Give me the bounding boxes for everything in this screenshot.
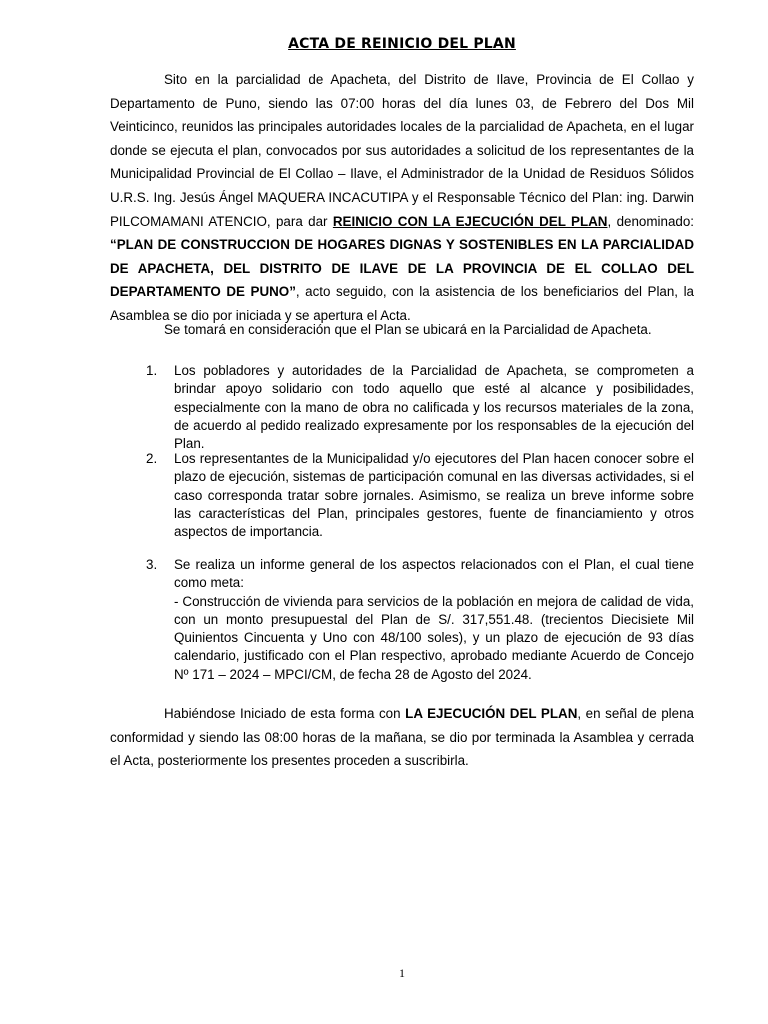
restart-emphasis: REINICIO CON LA EJECUCIÓN DEL PLAN — [332, 213, 608, 229]
item-number: 2. — [146, 451, 158, 466]
closing-intro: Habiéndose Iniciado de esta forma con — [164, 706, 406, 721]
numbered-list — [110, 556, 694, 684]
list-item — [110, 450, 694, 541]
closing-remainder: , en señal de plena conformidad y siendo las 08:00 horas de la mañana, se dio por terminada la Asamblea y cerrada el Acta, posteriormente los presentes proceden a suscribirla. — [110, 706, 694, 769]
item-number: 1. — [146, 363, 158, 378]
item-text: Se realiza un informe general de los aspectos relacionados con el Plan, el cual tiene como meta: — [174, 557, 694, 591]
item-number: 3. — [146, 557, 158, 572]
numbered-list — [110, 362, 694, 453]
opening-paragraph — [110, 68, 694, 328]
item-detail: - Construcción de vivienda para servicios de la población en mejora de calidad de vida, con un monto presupuestal del Plan de S/. 317,551.48. (trecientos Diecisiete Mil Quinientos Cincuenta y Uno con 48/100 soles), y un plazo de ejecución de 93 días calendario, justificado con el Plan respectivo, aprobado mediante Acuerdo de Concejo Nº 171 – 2024 – MPCI/CM, de fecha 28 de Agosto del 2024. — [174, 593, 694, 682]
location-paragraph — [110, 318, 694, 342]
list-item — [110, 556, 694, 684]
closing-paragraph — [110, 702, 694, 773]
plan-name: “PLAN DE CONSTRUCCION DE HOGARES DIGNAS Y SOSTENIBLES EN LA PARCIALIDAD DE APACHETA, DEL DISTRITO DE ILAVE DE LA PROVINCIA DE EL COLLAO DEL DEPARTAMENTO DE PUNO” — [110, 237, 694, 300]
closing-text: , acto seguido, con la asistencia de los beneficiarios del Plan, la Asamblea se dio por iniciada y se apertura el Acta. — [110, 284, 694, 323]
execution-emphasis: LA EJECUCIÓN DEL PLAN — [405, 706, 578, 721]
opening-text: Sito en la parcialidad de Apacheta, del Distrito de Ilave, Provincia de El Collao y Departamento de Puno, siendo las 07:00 horas del día lunes 03, de Febrero del Dos Mil Veinticinco, reunidos las principales autoridades locales de la parcialidad de Apacheta, en el lugar donde se ejecuta el plan, convocados por sus autoridades a solicitud de los representantes de la Municipalidad Provincial de El Collao – Ilave, el Administrador de la Unidad de Residuos Sólidos U.R.S. Ing. Jesús Ángel MAQUERA INCACUTIPA y el Responsable Técnico del Plan: ing. Darwin PILCOMAMANI ATENCIO, para dar — [110, 72, 694, 229]
list-item — [110, 362, 694, 453]
numbered-list — [110, 450, 694, 541]
location-text: Se tomará en consideración que el Plan se ubicará en la Parcialidad de Apacheta. — [164, 322, 652, 337]
item-text: Los representantes de la Municipalidad y/o ejecutores del Plan hacen conocer sobre el plazo de ejecución, sistemas de participación comunal en las diversas actividades, si el caso corresponda tratar sobre jornales. Asimismo, se realiza un breve informe sobre las características del Plan, principales gestores, fuente de financiamiento y otros aspectos de importancia. — [174, 451, 694, 540]
denomination-text: , denominado: — [607, 213, 694, 229]
item-text: Los pobladores y autoridades de la Parcialidad de Apacheta, se comprometen a brindar apoyo solidario con todo aquello que esté al alcance y posibilidades, especialmente con la mano de obra no calificada y los recursos materiales de la zona, de acuerdo al pedido realizado expresamente por los responsables de la ejecución del Plan. — [174, 363, 694, 452]
page-number: 1 — [399, 966, 405, 980]
document-title: ACTA DE REINICIO DEL PLAN — [288, 36, 516, 52]
